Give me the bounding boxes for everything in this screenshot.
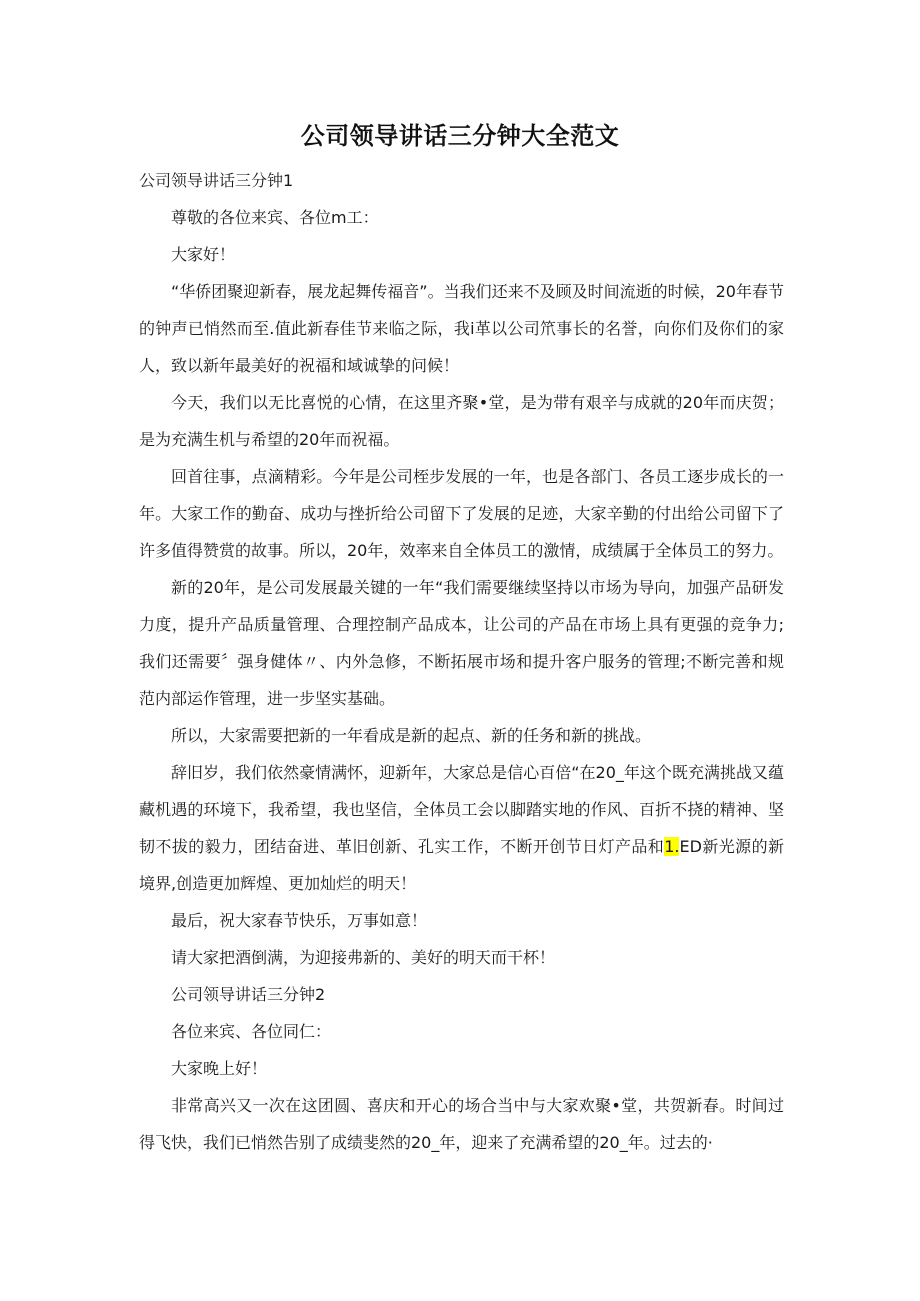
paragraph-text: ED新光源的新境界,创造更加辉煌、更加灿烂的明天！: [139, 837, 784, 893]
salutation-paragraph: 各位来宾、各位同仁：: [171, 1022, 332, 1041]
closing-paragraph: 请大家把酒倒满，为迎接弗新的、美好的明天而干杯！: [171, 948, 556, 967]
body-paragraph: [139, 754, 784, 902]
body-paragraph: 回首往事，点滴精彩。今年是公司桎步发展的一年，也是各部门、各员工逐步成长的一年。大家工作的勤奋、成功与挫折给公司留下了发展的足迹，大家辛勤的付出给公司留下了许多值得赞赏的故事。所以，20年，效率来自全体员工的激情，成绩属于全体员工的努力。: [139, 467, 784, 560]
body-paragraph: 新的20年，是公司发展最关键的一年“我们需要继续坚持以市场为导向，加强产品研发力度，提升产品质量管理、合理控制产品成本，让公司的产品在市场上具有更强的竞争力;我们还需要〞强身健体〃、内外急修，不断拓展市场和提升客户服务的管理;不断完善和规范内部运作管理，进一步坚实基础。: [139, 578, 784, 708]
greeting-paragraph: 大家好！: [171, 245, 236, 264]
body-paragraph: 所以，大家需要把新的一年看成是新的起点、新的任务和新的挑战。: [171, 726, 652, 745]
paragraph-text: 辞旧岁，我们依然豪情满怀，迎新年，大家总是信心百倍“在20_年这个既充满挑战又蕴藏机遇的环境下，我希望，我也坚信，全体员工会以脚踏实地的作风、百折不挠的精神、坚韧不拔的毅力，团结奋进、革旧创新、孔实工作，不断开创节日灯产品和: [139, 763, 784, 856]
closing-paragraph: 最后，祝大家春节快乐，万事如意！: [171, 911, 428, 930]
document-title: 公司领导讲话三分钟大全范文: [300, 122, 620, 150]
section-heading-2: 公司领导讲话三分钟2: [171, 985, 326, 1004]
body-paragraph: 今天，我们以无比喜悦的心情，在这里齐聚•堂，是为带有艰辛与成就的20年而庆贺；是为充满生机与希望的20年而祝福。: [139, 393, 784, 449]
highlighted-text: 1.: [664, 837, 680, 856]
body-paragraph: 非常高兴又一次在这团圆、喜庆和开心的场合当中与大家欢聚•堂，共贺新春。时间过得飞快，我们已悄然告别了成绩斐然的20_年，迎来了充满希望的20_年。过去的·: [139, 1096, 784, 1152]
section-heading-1: 公司领导讲话三分钟1: [139, 171, 294, 190]
salutation-paragraph: 尊敬的各位来宾、各位m工：: [171, 208, 379, 227]
document-body: [139, 162, 784, 1161]
body-paragraph: “华侨团聚迎新春，展龙起舞传福音”。当我们还来不及顾及时间流逝的时候，20年春节的钟声已悄然而至.值此新春佳节来临之际，我i革以公司笊事长的名誉，向你们及你们的家人，致以新年最美好的祝福和域诚挚的问候！: [139, 282, 784, 375]
greeting-paragraph: 大家晚上好！: [171, 1059, 268, 1078]
